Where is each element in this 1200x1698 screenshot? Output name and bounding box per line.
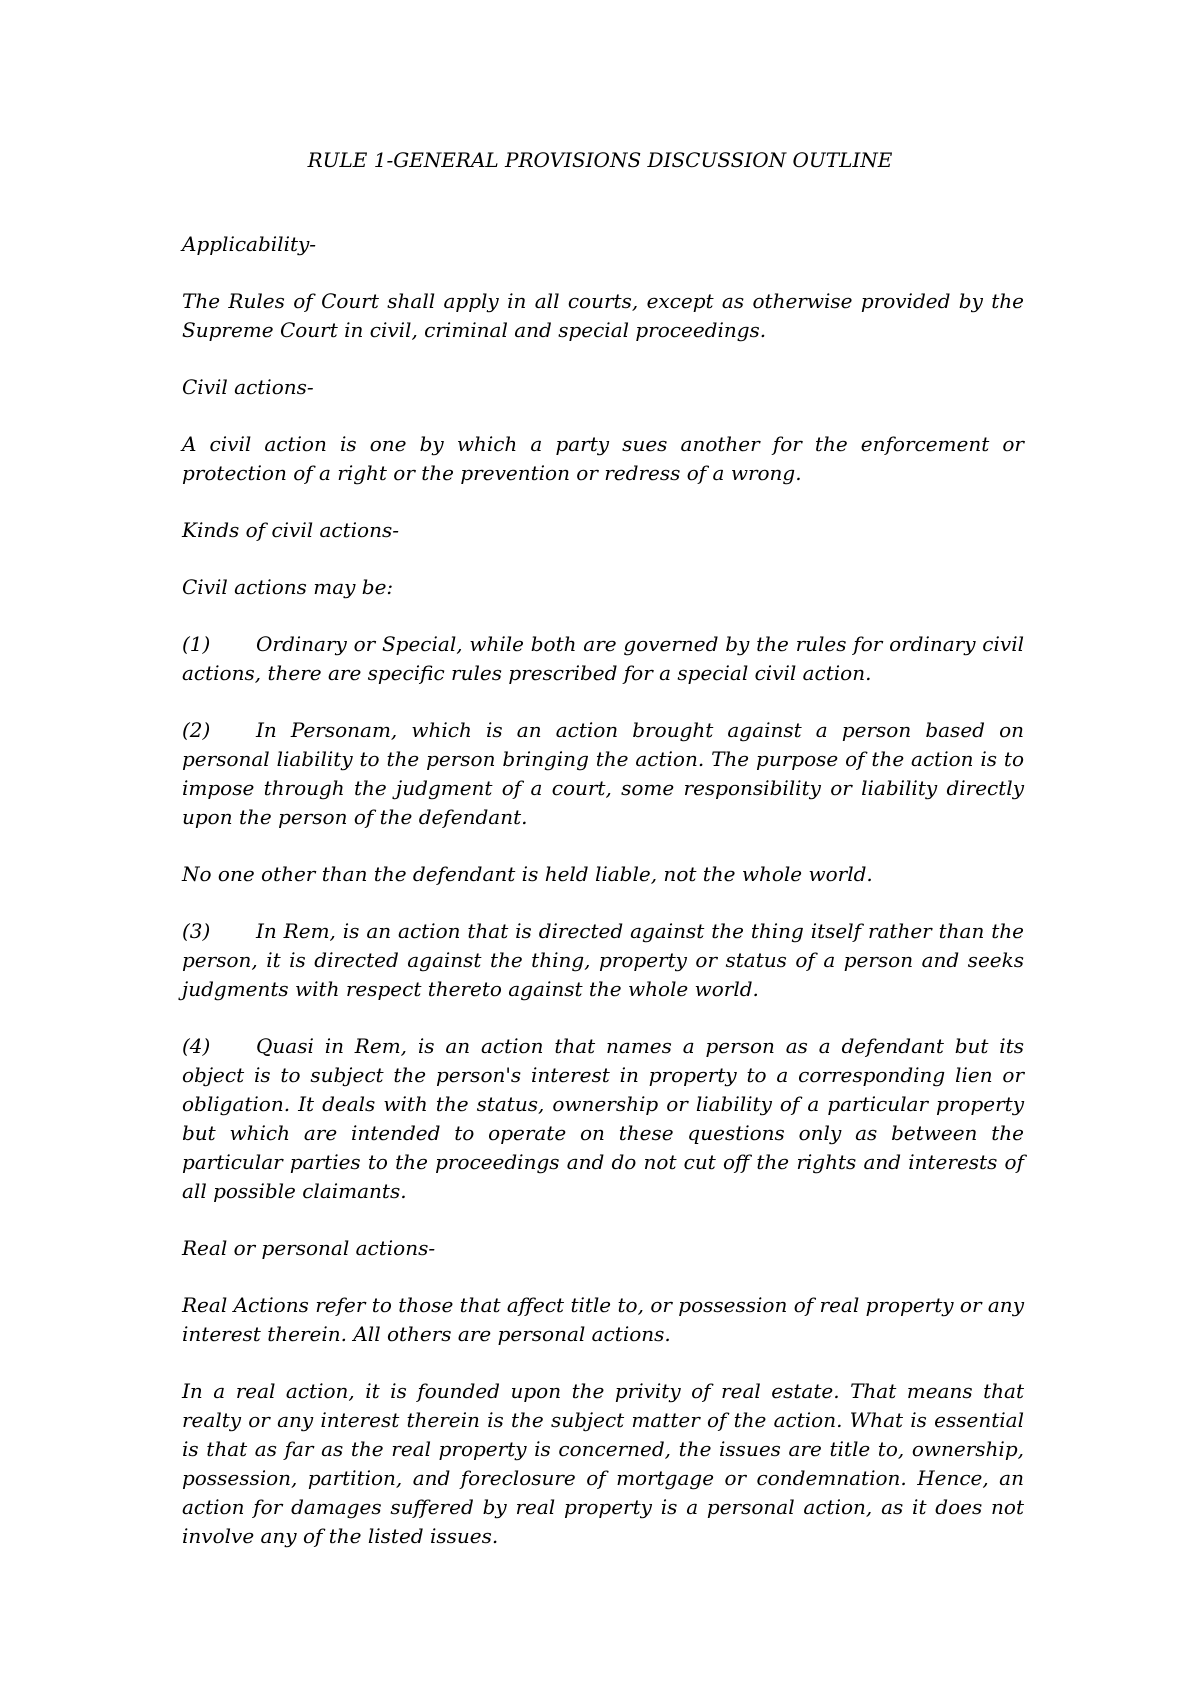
real-actions-paragraph: Real Actions refer to those that affect title to, or possession of real property or any interest therein. All others are personal actions. (182, 1293, 1024, 1346)
list-item-3-text: In Rem, is an action that is directed against the thing itself rather than the person, it is directed against the thing, property or status of a person and seeks judgments with respect thereto against the whole world. (182, 919, 1024, 1001)
list-item-3-number: (3) (182, 919, 211, 943)
kinds-heading: Kinds of civil actions- (182, 518, 399, 542)
list-item-3 (182, 917, 1024, 1004)
applicability-paragraph: The Rules of Court shall apply in all courts, except as otherwise provided by the Supreme Court in civil, criminal and special proceedings. (182, 289, 1024, 342)
list-item-1-number: (1) (182, 632, 211, 656)
list-item-2-number: (2) (182, 718, 211, 742)
kinds-intro: Civil actions may be: (182, 575, 394, 599)
civil-actions-heading: Civil actions- (182, 375, 314, 399)
real-action-detail-paragraph: In a real action, it is founded upon the privity of real estate. That means that realty or any interest therein is the subject matter of the action. What is essential is that as far as the real property is concerned, the issues are title to, ownership, possession, partition, and foreclosure of mortgage or condemnation. Hence, an action for damages suffered by real property is a personal action, as it does not involve any of the listed issues. (182, 1379, 1024, 1548)
list-item-4-number: (4) (182, 1034, 211, 1058)
list-item-4-text: Quasi in Rem, is an action that names a person as a defendant but its object is to subject the person's interest in property to a corresponding lien or obligation. It deals with the status, ownership or liability of a particular property but which are intended to operate on these questions only as between the particular parties to the proceedings and do not cut off the rights and interests of all possible claimants. (182, 1034, 1024, 1203)
list-item-4 (182, 1032, 1024, 1206)
list-item-1-text: Ordinary or Special, while both are governed by the rules for ordinary civil actions, there are specific rules prescribed for a special civil action. (182, 632, 1024, 685)
list-item-2 (182, 716, 1024, 832)
list-item-2-note: No one other than the defendant is held liable, not the whole world. (182, 862, 873, 886)
list-item-1 (182, 630, 1024, 688)
document-body (182, 230, 1024, 1579)
applicability-heading: Applicability- (182, 232, 317, 256)
real-personal-heading: Real or personal actions- (182, 1236, 436, 1260)
list-item-2-text: In Personam, which is an action brought against a person based on personal liability to the person bringing the action. The purpose of the action is to impose through the judgment of a court, some responsibility or liability directly upon the person of the defendant. (182, 718, 1024, 829)
civil-actions-paragraph: A civil action is one by which a party sues another for the enforcement or protection of a right or the prevention or redress of a wrong. (182, 432, 1024, 485)
document-title: RULE 1-GENERAL PROVISIONS DISCUSSION OUTLINE (307, 148, 893, 172)
